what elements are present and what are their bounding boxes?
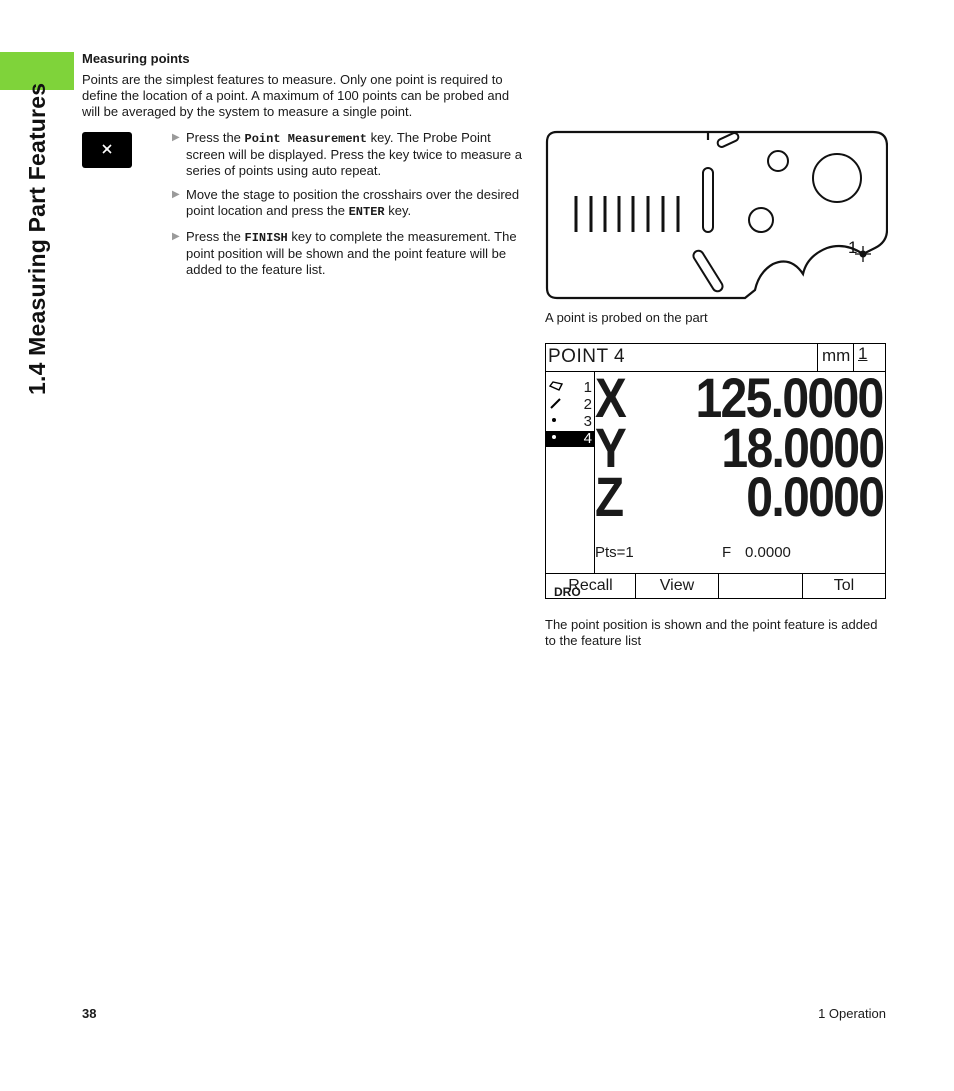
bullet-arrow-icon: ▶ bbox=[172, 132, 180, 143]
axis-label-z: Z bbox=[595, 465, 625, 528]
point-icon bbox=[549, 431, 563, 446]
key-name: Point Measurement bbox=[244, 132, 367, 146]
key-name: FINISH bbox=[244, 231, 288, 245]
feature-list-item[interactable] bbox=[546, 380, 594, 396]
divider bbox=[546, 573, 885, 574]
part-drawing bbox=[545, 130, 888, 300]
unit-indicator: mm bbox=[822, 346, 851, 365]
axis-value-x: 125.0000 bbox=[695, 366, 883, 429]
slot-group bbox=[576, 196, 678, 232]
axis-label-y: Y bbox=[595, 416, 627, 479]
softkey-empty[interactable] bbox=[719, 576, 802, 598]
intro-paragraph: Points are the simplest features to measure. Only one point is required to define the location of a point. A maximum of 100 points can be probed and will be averaged by the system to measure a single point. bbox=[82, 72, 510, 119]
axis-select-indicator bbox=[858, 344, 867, 364]
feature-list-item[interactable] bbox=[546, 414, 594, 430]
feature-number: 4 bbox=[583, 430, 592, 447]
step-text: key. The Probe Point screen will be displayed. Press the key twice to measure a series of points using auto repeat. bbox=[186, 130, 522, 178]
figure-caption-2: The point position is shown and the point feature is added to the feature list bbox=[545, 617, 878, 648]
screen-title: POINT 4 bbox=[548, 346, 626, 367]
figure-caption-1: A point is probed on the part bbox=[545, 310, 708, 325]
softkey-view[interactable]: View bbox=[659, 577, 695, 594]
key-name: ENTER bbox=[348, 205, 385, 219]
step-text: key to complete the measurement. The point position will be shown and the point feature will be added to the feature list. bbox=[186, 229, 517, 277]
page-number: 38 bbox=[82, 1006, 97, 1021]
softkey-recall[interactable]: Recall bbox=[568, 577, 613, 594]
point-icon bbox=[549, 414, 563, 429]
softkey-tol[interactable]: Tol bbox=[833, 577, 855, 594]
point-measurement-key bbox=[82, 132, 132, 168]
feed-value: 0.0000 bbox=[745, 544, 791, 561]
feature-list-item-selected[interactable] bbox=[546, 431, 594, 447]
dro-screen bbox=[545, 343, 886, 599]
feature-number: 3 bbox=[583, 413, 592, 430]
plane-icon bbox=[549, 380, 563, 395]
axis-select-value: 1 bbox=[858, 344, 868, 363]
step-text: Move the stage to position the crosshairs over the desired point location and press the bbox=[186, 187, 520, 218]
bullet-arrow-icon: ▶ bbox=[172, 231, 180, 242]
feed-label: F bbox=[722, 544, 732, 561]
axis-value-z: 0.0000 bbox=[746, 465, 883, 528]
step-3 bbox=[172, 229, 527, 278]
feature-number: 2 bbox=[583, 396, 592, 413]
section-heading: Measuring points bbox=[82, 51, 190, 66]
point-crosshair-icon bbox=[101, 143, 113, 158]
axis-value-y: 18.0000 bbox=[720, 416, 883, 479]
feature-list-item[interactable] bbox=[546, 397, 594, 413]
feature-number: 1 bbox=[583, 379, 592, 396]
section-vertical-title: 1.4 Measuring Part Features bbox=[24, 82, 50, 395]
line-icon bbox=[549, 397, 563, 412]
step-text: Press the bbox=[186, 130, 245, 145]
step-1 bbox=[172, 130, 527, 179]
chapter-label: 1 Operation bbox=[818, 1006, 886, 1021]
axis-label-x: X bbox=[595, 366, 627, 429]
points-count: Pts=1 bbox=[595, 544, 634, 561]
part-outline bbox=[547, 132, 887, 298]
mode-label: DRO bbox=[554, 585, 581, 599]
step-text: Press the bbox=[186, 229, 245, 244]
bullet-arrow-icon: ▶ bbox=[172, 189, 180, 200]
point-label: 1 bbox=[848, 238, 858, 257]
step-text: key. bbox=[384, 203, 412, 218]
step-2 bbox=[172, 187, 527, 220]
